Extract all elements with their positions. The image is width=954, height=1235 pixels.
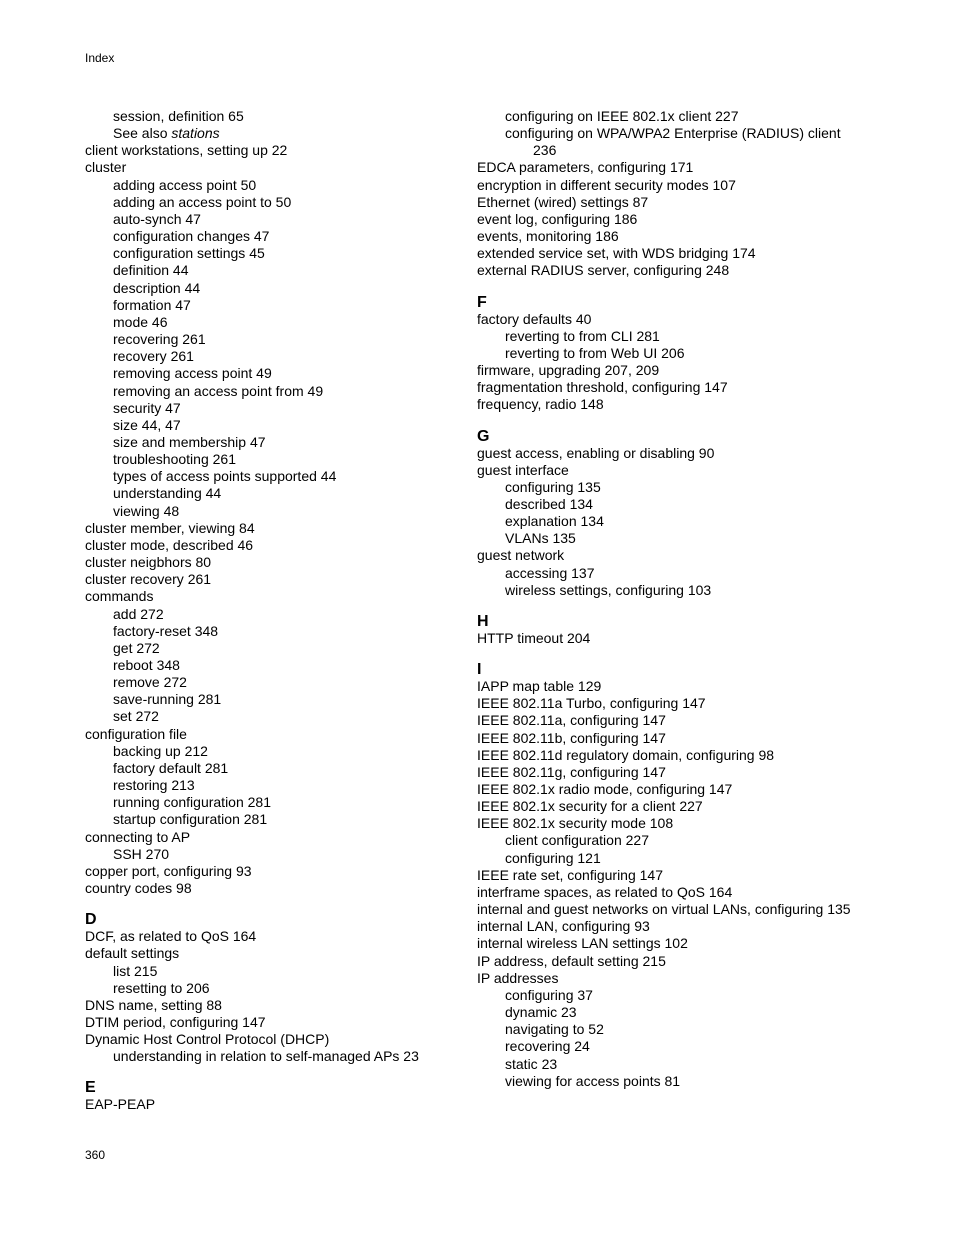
index-subentry (85, 108, 465, 125)
index-subentry (85, 348, 465, 365)
index-subentry (477, 345, 857, 362)
page-number: 360 (85, 1148, 106, 1162)
index-entry-text: IEEE 802.1x security mode 108 (477, 815, 674, 832)
index-entry-text: country codes 98 (85, 880, 192, 897)
index-entry-text: IEEE 802.11b, configuring 147 (477, 729, 666, 746)
index-subentry (477, 850, 857, 867)
index-entry-text: reverting to from CLI 281 (505, 327, 660, 344)
index-entry-text: events, monitoring 186 (477, 228, 619, 245)
index-entry-text: configuration file (85, 725, 187, 742)
index-entry-text: factory defaults 40 (477, 310, 592, 327)
index-subentry (85, 708, 465, 725)
index-entry-text: See also (113, 125, 172, 142)
index-entry-text: configuration changes 47 (113, 228, 270, 245)
index-entry-text: removing an access point from 49 (113, 382, 324, 399)
index-entry-text: configuration settings 45 (113, 245, 265, 262)
index-entry-text: default settings (85, 945, 180, 962)
index-entry-text: interframe spaces, as related to QoS 164 (477, 883, 733, 900)
index-subentry (85, 606, 465, 623)
index-entry-text: running configuration 281 (113, 794, 272, 811)
index-entry (477, 630, 857, 647)
index-letter-heading: G (477, 427, 490, 445)
index-subentry (85, 314, 465, 331)
index-entry-text: cluster (85, 159, 127, 176)
index-entry-text: reverting to from Web UI 206 (505, 344, 685, 361)
index-letter-heading: H (477, 612, 489, 630)
index-entry (85, 726, 465, 743)
index-subentry (85, 743, 465, 760)
cross-reference-target: stations (171, 125, 220, 142)
index-entry-text: auto-synch 47 (113, 210, 201, 227)
index-entry-text: definition 44 (113, 262, 189, 279)
index-subentry (85, 125, 465, 142)
index-entry-text: security 47 (113, 399, 181, 416)
index-subentry (477, 1073, 857, 1090)
index-subentry (85, 400, 465, 417)
index-entry-text: connecting to AP (85, 828, 191, 845)
index-subentry (85, 280, 465, 297)
index-subentry (477, 1004, 857, 1021)
index-entry (477, 867, 857, 884)
index-entry-text: internal LAN, configuring 93 (477, 918, 650, 935)
index-entry (477, 311, 857, 328)
index-subentry (477, 832, 857, 849)
index-subentry (85, 417, 465, 434)
index-entry-text: client configuration 227 (505, 832, 649, 849)
index-entry-text: DTIM period, configuring 147 (85, 1013, 266, 1030)
index-entry (477, 781, 857, 798)
index-subentry (85, 383, 465, 400)
index-entry (477, 159, 857, 176)
index-subentry (477, 987, 857, 1004)
index-entry-text: frequency, radio 148 (477, 396, 604, 413)
index-entry (85, 159, 465, 176)
index-subentry (85, 963, 465, 980)
index-entry-text: dynamic 23 (505, 1004, 577, 1021)
index-entry-text: fragmentation threshold, configuring 147 (477, 379, 728, 396)
index-entry-text: cluster recovery 261 (85, 571, 212, 588)
index-entry (85, 1096, 465, 1113)
index-entry-text: Dynamic Host Control Protocol (DHCP) (85, 1031, 330, 1048)
index-entry (477, 245, 857, 262)
index-entry (477, 547, 857, 564)
index-subentry (85, 468, 465, 485)
index-entry-text: restoring 213 (113, 777, 195, 794)
index-entry-text: cluster member, viewing 84 (85, 519, 255, 536)
index-entry-text: formation 47 (113, 296, 191, 313)
index-entry-text: backing up 212 (113, 742, 208, 759)
index-entry-text: reboot 348 (113, 657, 180, 673)
running-header: Index (85, 51, 115, 65)
index-entry-text: encryption in different security modes 107 (477, 176, 736, 193)
index-entry-text: IP addresses (477, 969, 559, 986)
index-entry-text: add 272 (113, 605, 164, 622)
index-entry-text: viewing 48 (113, 502, 180, 519)
index-entry-text: removing access point 49 (113, 365, 272, 382)
index-entry-text: commands (85, 588, 154, 605)
index-entry-text: IP address, default setting 215 (477, 952, 666, 969)
index-subentry (85, 485, 465, 502)
index-entry-text: types of access points supported 44 (113, 468, 337, 485)
index-subentry (85, 640, 465, 657)
index-entry (477, 211, 857, 228)
index-subentry (85, 811, 465, 828)
index-entry (85, 554, 465, 571)
index-entry-text: session, definition 65 (113, 108, 244, 124)
index-letter-heading: D (85, 911, 97, 929)
index-entry (85, 880, 465, 897)
index-entry-text: recovering 261 (113, 331, 206, 348)
index-entry-text: get 272 (113, 639, 160, 656)
index-entry-text: copper port, configuring 93 (85, 862, 252, 879)
index-subentry (85, 980, 465, 997)
index-entry (85, 928, 465, 945)
index-entry (477, 935, 857, 952)
index-letter-heading: F (477, 293, 487, 311)
index-letter-heading: E (85, 1079, 96, 1097)
index-subentry (85, 297, 465, 314)
index-entry (477, 228, 857, 245)
index-entry-text: factory default 281 (113, 759, 229, 776)
index-subentry (85, 194, 465, 211)
index-subentry (85, 177, 465, 194)
index-entry (85, 829, 465, 846)
index-entry-text: DCF, as related to QoS 164 (85, 928, 257, 945)
index-entry-text: configuring 135 (505, 478, 601, 495)
index-entry (85, 142, 465, 159)
index-entry (477, 730, 857, 747)
index-entry-text: VLANs 135 (505, 530, 576, 547)
index-entry-text: configuring 121 (505, 849, 601, 866)
index-entry (477, 379, 857, 396)
index-entry (477, 695, 857, 712)
index-entry-text: recovery 261 (113, 348, 194, 365)
index-entry (85, 1014, 465, 1031)
index-entry-text: IEEE 802.11a, configuring 147 (477, 712, 666, 729)
index-entry (477, 177, 857, 194)
index-entry-text: set 272 (113, 708, 159, 725)
index-entry (477, 815, 857, 832)
index-entry-text: configuring 37 (505, 986, 593, 1003)
index-entry-text: list 215 (113, 962, 158, 979)
index-subentry (85, 691, 465, 708)
index-subentry (85, 331, 465, 348)
index-subentry (85, 503, 465, 520)
index-entry (477, 462, 857, 479)
index-entry (85, 997, 465, 1014)
index-entry (477, 798, 857, 815)
index-entry-text: guest interface (477, 461, 569, 478)
index-subentry (85, 434, 465, 451)
index-entry-text: IAPP map table 129 (477, 678, 602, 695)
index-entry-text: cluster neigbhors 80 (85, 554, 212, 571)
index-entry-text: internal and guest networks on virtual LANs, configuring 135 (477, 901, 851, 918)
index-subentry (85, 623, 465, 640)
index-entry-text: remove 272 (113, 674, 187, 691)
index-entry-text: configuring on WPA/WPA2 Enterprise (RADIUS) client 236 (505, 125, 841, 159)
index-subentry (85, 262, 465, 279)
index-entry-text: save-running 281 (113, 691, 222, 708)
index-entry (477, 262, 857, 279)
index-subentry (477, 513, 857, 530)
index-subentry (477, 328, 857, 345)
index-subentry (477, 125, 857, 159)
index-entry-text: size 44, 47 (113, 416, 181, 433)
index-entry-text: extended service set, with WDS bridging 174 (477, 245, 756, 262)
index-subentry (477, 1038, 857, 1055)
index-entry-text: event log, configuring 186 (477, 210, 638, 227)
index-entry-text: understanding in relation to self-managed APs 23 (113, 1048, 419, 1065)
index-subentry (85, 760, 465, 777)
index-entry-text: Ethernet (wired) settings 87 (477, 193, 649, 210)
index-subentry (85, 777, 465, 794)
index-subentry (477, 1021, 857, 1038)
index-entry-text: cluster mode, described 46 (85, 536, 254, 553)
index-entry (85, 520, 465, 537)
index-subentry (477, 565, 857, 582)
index-subentry (477, 496, 857, 513)
index-entry-text: internal wireless LAN settings 102 (477, 935, 688, 952)
index-entry-text: IEEE rate set, configuring 147 (477, 866, 663, 883)
index-entry-text: explanation 134 (505, 513, 604, 530)
index-subentry (477, 479, 857, 496)
index-subentry (85, 228, 465, 245)
index-entry-text: client workstations, setting up 22 (85, 142, 288, 159)
index-subentry (85, 657, 465, 674)
index-entry-text: external RADIUS server, configuring 248 (477, 262, 730, 279)
index-entry-text: understanding 44 (113, 485, 222, 502)
index-entry-text: viewing for access points 81 (505, 1072, 681, 1089)
index-entry (477, 712, 857, 729)
index-entry-text: troubleshooting 261 (113, 451, 236, 468)
index-entry-text: accessing 137 (505, 564, 595, 581)
index-subentry (85, 211, 465, 228)
index-entry-text: startup configuration 281 (113, 811, 268, 828)
index-entry-text: wireless settings, configuring 103 (505, 581, 712, 598)
index-entry-text: EDCA parameters, configuring 171 (477, 159, 694, 176)
index-entry (477, 396, 857, 413)
index-entry-text: IEEE 802.1x radio mode, configuring 147 (477, 781, 733, 797)
index-entry (477, 970, 857, 987)
index-subentry (85, 451, 465, 468)
index-entry-text: resetting to 206 (113, 979, 210, 996)
index-entry (477, 918, 857, 935)
index-entry (477, 884, 857, 901)
index-entry-text: IEEE 802.11g, configuring 147 (477, 763, 666, 780)
index-entry (477, 764, 857, 781)
index-entry-text: description 44 (113, 279, 201, 296)
index-entry-text: guest network (477, 547, 565, 564)
index-entry (85, 537, 465, 554)
index-entry (477, 747, 857, 764)
index-entry (477, 953, 857, 970)
index-entry-text: size and membership 47 (113, 433, 266, 450)
index-entry-text: factory-reset 348 (113, 622, 219, 639)
index-subentry (85, 1048, 465, 1065)
index-subentry (477, 1056, 857, 1073)
index-entry (477, 362, 857, 379)
index-entry-text: described 134 (505, 495, 593, 512)
index-entry-text: SSH 270 (113, 845, 170, 862)
index-entry-text: DNS name, setting 88 (85, 996, 222, 1013)
index-entry-text: IEEE 802.1x security for a client 227 (477, 798, 703, 815)
index-subentry (477, 108, 857, 125)
index-entry (477, 901, 857, 918)
index-entry (85, 863, 465, 880)
index-entry (477, 194, 857, 211)
index-entry (85, 945, 465, 962)
index-entry (477, 678, 857, 695)
index-entry-text: navigating to 52 (505, 1021, 604, 1038)
index-entry-text: mode 46 (113, 313, 168, 330)
index-entry-text: recovering 24 (505, 1038, 590, 1055)
index-letter-heading: I (477, 661, 482, 679)
index-subentry (85, 674, 465, 691)
index-entry-text: IEEE 802.11a Turbo, configuring 147 (477, 695, 706, 712)
index-entry (85, 571, 465, 588)
index-subentry (477, 530, 857, 547)
index-subentry (85, 365, 465, 382)
index-entry (85, 588, 465, 605)
index-entry-text: guest access, enabling or disabling 90 (477, 444, 715, 461)
index-subentry (85, 245, 465, 262)
index-entry-text: EAP-PEAP (85, 1096, 156, 1113)
index-entry-text: adding an access point to 50 (113, 193, 292, 210)
index-column-left (85, 108, 465, 1114)
index-entry-text: HTTP timeout 204 (477, 629, 591, 646)
index-entry-text: adding access point 50 (113, 176, 257, 193)
index-entry (477, 445, 857, 462)
index-subentry (85, 846, 465, 863)
index-subentry (477, 582, 857, 599)
index-column-right (477, 108, 857, 1090)
index-entry-text: IEEE 802.11d regulatory domain, configuring 98 (477, 746, 775, 763)
index-entry (85, 1031, 465, 1048)
index-entry-text: static 23 (505, 1055, 558, 1072)
index-subentry (85, 794, 465, 811)
index-entry-text: firmware, upgrading 207, 209 (477, 362, 660, 379)
index-entry-text: configuring on IEEE 802.1x client 227 (505, 108, 739, 124)
